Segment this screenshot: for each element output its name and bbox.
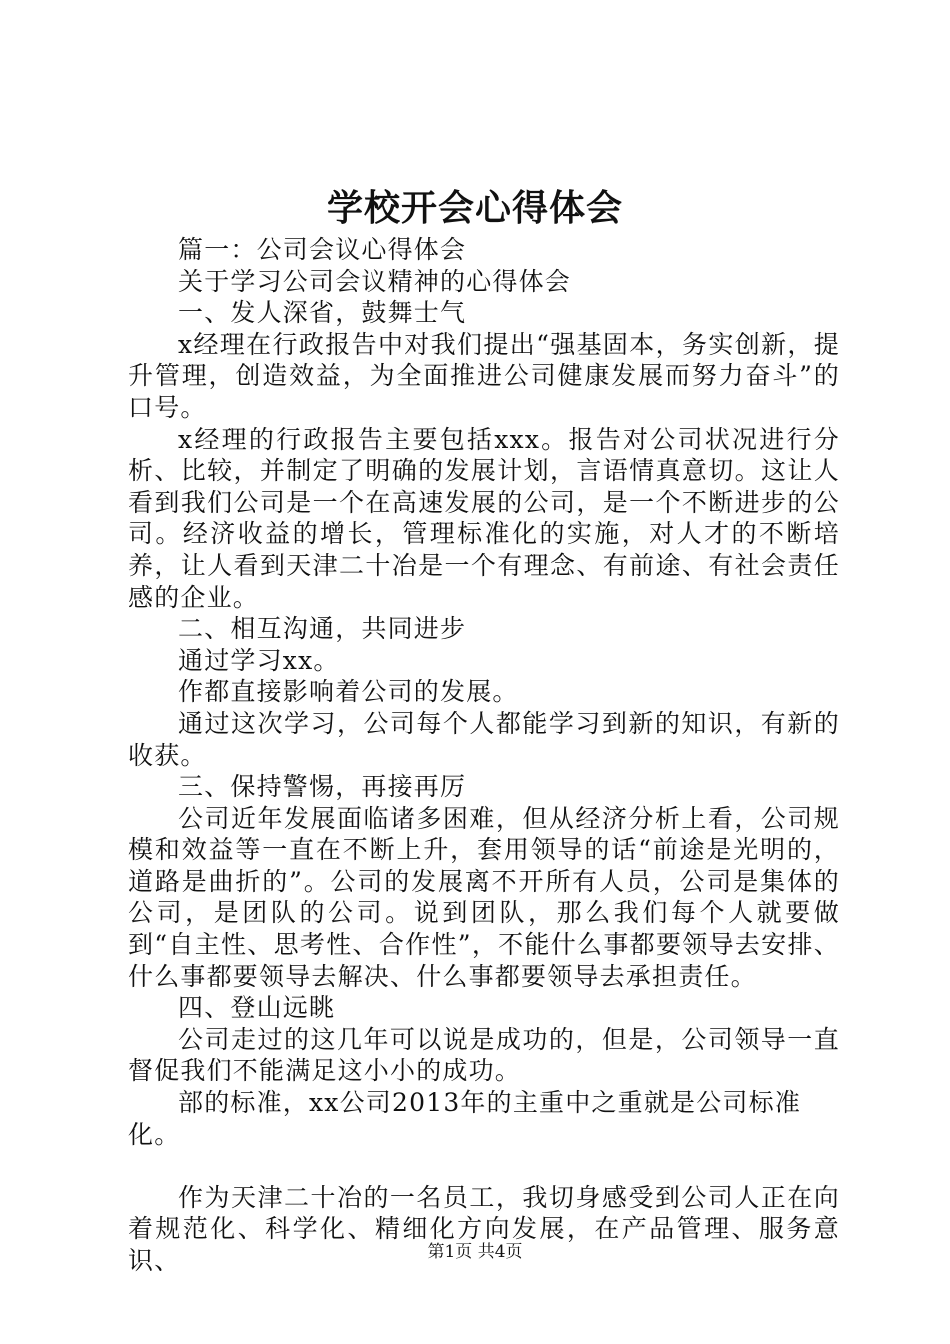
- section-heading: 二、相互沟通，共同进步: [178, 614, 467, 644]
- section-heading: 一、发人深省，鼓舞士气: [178, 298, 467, 328]
- document-title: 学校开会心得体会: [326, 187, 623, 229]
- subtitle-paragraph: 关于学习公司会议精神的心得体会: [178, 266, 572, 296]
- body-paragraph: 公司走过的这几年可以说是成功的，但是，公司领导一直督促我们不能满足这小小的成功。: [128, 1024, 840, 1086]
- body-paragraph: 通过这次学习，公司每个人都能学习到新的知识，有新的收获。: [128, 708, 840, 770]
- body-paragraph: x经理在行政报告中对我们提出“强基固本，务实创新，提升管理，创造效益，为全面推进公司健康发展而努力奋斗”的口号。: [128, 329, 840, 422]
- section-heading: 三、保持警惕，再接再厉: [178, 772, 467, 802]
- paragraph-gap: [128, 1150, 840, 1182]
- body-paragraph: x经理的行政报告主要包括xxx。报告对公司状况进行分析、比较，并制定了明确的发展计划，言语情真意切。这让人看到我们公司是一个在高速发展的公司，是一个不断进步的公司。经济收益的增长，管理标准化的实施，对人才的不断培养，让人看到天津二十冶是一个有理念、有前途、有社会责任感的企业。: [128, 424, 840, 612]
- body-paragraph: 公司近年发展面临诸多困难，但从经济分析上看，公司规模和效益等一直在不断上升，套用领导的话“前途是光明的，道路是曲折的”。公司的发展离不开所有人员，公司是集体的公司，是团队的公司。说到团队，那么我们每个人就要做到“自主性、思考性、合作性”，不能什么事都要领导去安排、什么事都要领导去解决、什么事都要领导去承担责任。: [128, 803, 840, 991]
- section-heading: 四、登山远眺: [178, 993, 336, 1023]
- document-body: [128, 234, 840, 1277]
- section-heading: 篇一：公司会议心得体会: [178, 235, 467, 264]
- body-paragraph: 部的标准，xx公司2013年的主重中之重就是公司标准化。: [128, 1088, 802, 1149]
- page-footer: 第1页 共4页: [427, 1242, 523, 1262]
- body-paragraph: 作为天津二十冶的一名员工，我切身感受到公司人正在向着规范化、科学化、精细化方向发展，在产品管理、服务意识、: [128, 1182, 840, 1275]
- body-paragraph: 作都直接影响着公司的发展。: [178, 677, 519, 707]
- body-paragraph: 通过学习xx。: [178, 645, 340, 675]
